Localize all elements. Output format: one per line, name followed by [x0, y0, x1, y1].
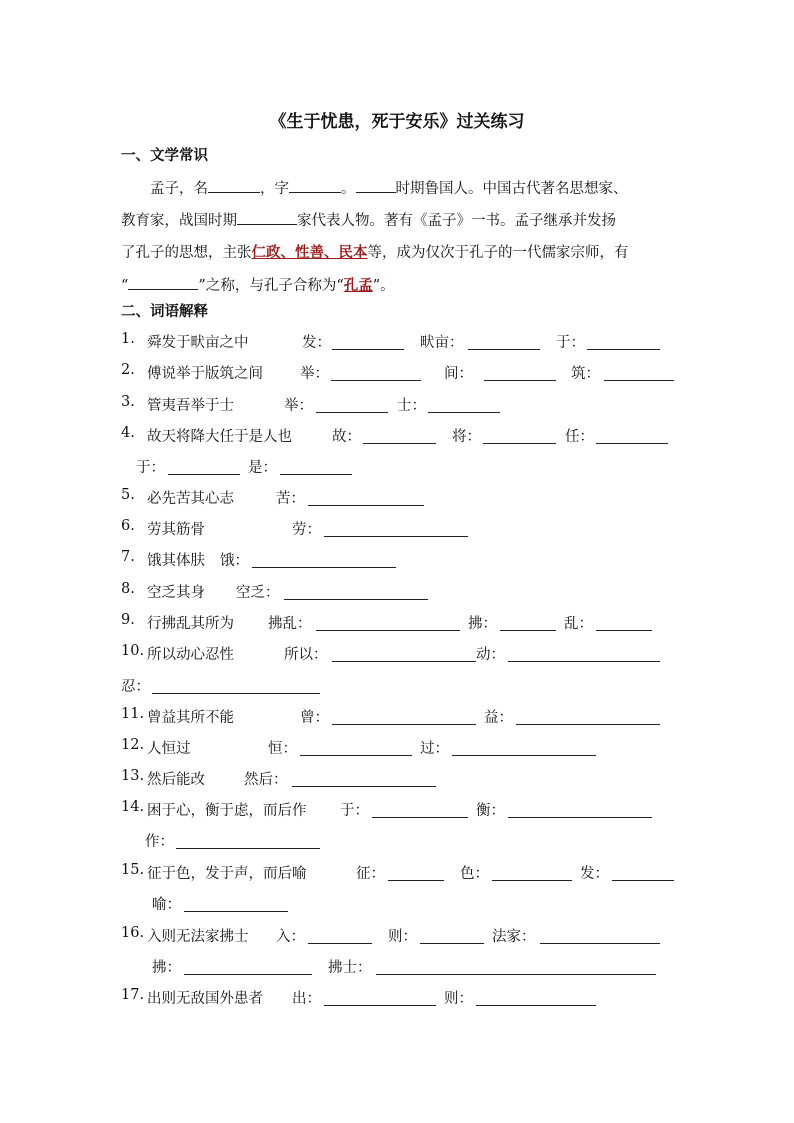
item-number: 11. — [121, 706, 145, 722]
item-number: 3. — [121, 394, 135, 410]
literature-paragraph — [121, 174, 681, 302]
item-term-label: 衡： — [476, 803, 505, 819]
answer-blank[interactable] — [372, 817, 468, 818]
answer-blank[interactable] — [388, 880, 444, 881]
answer-blank[interactable] — [452, 755, 596, 756]
item-phrase: 管夷吾举于士 — [147, 398, 234, 414]
answer-blank[interactable] — [316, 630, 460, 631]
answer-blank[interactable] — [324, 536, 468, 537]
item-term-label: 所以： — [284, 647, 328, 663]
answer-blank[interactable] — [324, 1005, 436, 1006]
item-term-label: 于： — [136, 460, 165, 476]
item-term-label: 举： — [300, 366, 329, 382]
item-term-label: 则： — [388, 929, 417, 945]
item-term-label: 任： — [565, 429, 594, 445]
item-term-label: 入： — [276, 929, 305, 945]
blank-name[interactable] — [208, 176, 260, 193]
item-number: 8. — [121, 581, 135, 597]
text: 孟子，名 — [150, 181, 208, 197]
item-phrase: 必先苦其心志 — [147, 491, 234, 507]
item-phrase: 人恒过 — [147, 741, 191, 757]
item-term-label: 益： — [484, 710, 513, 726]
item-number: 16. — [121, 925, 145, 941]
item-term-label: 间： — [444, 366, 473, 382]
text: “ — [121, 277, 129, 294]
answer-blank[interactable] — [476, 1005, 596, 1006]
answer-blank[interactable] — [508, 661, 660, 662]
item-number: 15. — [121, 862, 145, 878]
item-term-label: 过： — [420, 741, 449, 757]
item-term-label: 征： — [356, 866, 385, 882]
item-number: 13. — [121, 768, 145, 784]
answer-blank[interactable] — [596, 630, 652, 631]
item-term-label: 于： — [340, 803, 369, 819]
item-number: 9. — [121, 612, 135, 628]
item-term-label: 恒： — [268, 741, 297, 757]
answer-blank[interactable] — [540, 943, 660, 944]
item-phrase: 行拂乱其所为 — [147, 616, 234, 632]
item-phrase: 出则无敌国外患者 — [147, 991, 263, 1007]
answer-blank[interactable] — [316, 412, 388, 413]
item-term-label: 然后： — [244, 772, 288, 788]
item-phrase: 傅说举于版筑之间 — [147, 366, 263, 382]
item-phrase: 入则无法家拂士 — [147, 929, 249, 945]
answer-blank[interactable] — [280, 474, 352, 475]
answer-blank[interactable] — [332, 349, 404, 350]
item-number: 4. — [121, 425, 135, 441]
answer-blank[interactable] — [483, 443, 556, 444]
item-number: 14. — [121, 799, 145, 815]
item-number: 17. — [121, 987, 145, 1003]
item-phrase: 饿其体肤 — [147, 553, 205, 569]
answer-blank[interactable] — [516, 724, 660, 725]
answer-blank[interactable] — [428, 412, 500, 413]
text: ”之称，与孔子合称为“ — [198, 277, 344, 294]
item-term-label: 发： — [580, 866, 609, 882]
text: 。 — [341, 181, 356, 197]
item-number: 5. — [121, 487, 135, 503]
item-term-label: 拂： — [468, 616, 497, 632]
answer-blank[interactable] — [468, 349, 540, 350]
item-number: 7. — [121, 549, 135, 565]
item-term-label: 出： — [292, 991, 321, 1007]
blank-era[interactable] — [356, 176, 396, 193]
item-term-label: 色： — [460, 866, 489, 882]
item-number: 6. — [121, 518, 135, 534]
text: ”。 — [372, 277, 395, 294]
item-term-label: 畎亩： — [420, 335, 464, 351]
item-term-label: 拂： — [152, 960, 181, 976]
item-term-label: 将： — [452, 429, 481, 445]
answer-blank[interactable] — [596, 443, 668, 444]
item-term-label: 劳： — [292, 522, 321, 538]
item-term-label: 故： — [332, 429, 361, 445]
item-term-label: 举： — [284, 398, 313, 414]
item-term-label: 拂士： — [328, 960, 372, 976]
item-number: 2. — [121, 362, 135, 378]
answer-blank[interactable] — [300, 755, 412, 756]
text: 等，成为仅次于孔子的一代儒家宗师，有 — [367, 245, 629, 261]
answer-blank[interactable] — [363, 443, 436, 444]
text: 家代表人物。著有《孟子》一书。孟子继承并发扬 — [297, 212, 616, 229]
item-term-label: 士： — [397, 398, 426, 414]
answer-blank[interactable] — [492, 880, 572, 881]
answer-blank[interactable] — [176, 848, 320, 849]
item-term-label: 苦： — [276, 491, 305, 507]
answer-blank[interactable] — [308, 505, 424, 506]
answer-blank[interactable] — [292, 786, 436, 787]
item-term-label: 筑： — [571, 366, 600, 382]
item-term-label: 曾： — [300, 710, 329, 726]
item-term-label: 作： — [145, 834, 174, 850]
item-term-label: 拂乱： — [268, 616, 312, 632]
item-number: 1. — [121, 331, 135, 347]
answer-blank[interactable] — [308, 943, 372, 944]
answer-blank[interactable] — [376, 974, 656, 975]
item-phrase: 困于心，衡于虑，而后作 — [147, 803, 307, 819]
answer-blank[interactable] — [284, 599, 428, 600]
answer-blank[interactable] — [420, 943, 484, 944]
answer-blank[interactable] — [587, 349, 660, 350]
item-phrase: 舜发于畎亩之中 — [147, 335, 249, 351]
answer-blank[interactable] — [500, 630, 556, 631]
answer-blank[interactable] — [184, 974, 312, 975]
answer-highlight: 孔孟 — [343, 276, 373, 294]
item-term-label: 法家： — [492, 929, 536, 945]
answer-blank[interactable] — [484, 380, 556, 381]
item-term-label: 乱： — [564, 616, 593, 632]
answer-blank[interactable] — [332, 724, 476, 725]
answer-blank[interactable] — [168, 474, 240, 475]
answer-blank[interactable] — [508, 817, 652, 818]
item-term-label: 则： — [444, 991, 473, 1007]
item-term-label: 喻： — [152, 897, 181, 913]
blank-title[interactable] — [128, 273, 198, 290]
section-heading-literature: 一、文学常识 — [121, 148, 208, 164]
item-phrase: 所以动心忍性 — [147, 647, 234, 663]
text: ，字 — [260, 181, 289, 197]
text: 教育家，战国时期 — [121, 212, 237, 229]
page-title: 《生于忧患，死于安乐》过关练习 — [269, 112, 525, 132]
item-term-label: 于： — [556, 335, 585, 351]
item-term-label: 空乏： — [236, 585, 280, 601]
item-phrase: 故天将降大任于是人也 — [147, 429, 292, 445]
text: 了孔子的思想，主张 — [121, 245, 252, 261]
answer-blank[interactable] — [331, 380, 421, 381]
item-phrase: 空乏其身 — [147, 585, 205, 601]
answer-blank[interactable] — [604, 380, 674, 381]
answer-blank[interactable] — [612, 880, 674, 881]
blank-courtesy-name[interactable] — [289, 176, 341, 193]
blank-school[interactable] — [237, 208, 297, 225]
item-term-label: 是： — [248, 460, 277, 476]
item-number: 10. — [121, 643, 145, 659]
item-number: 12. — [121, 737, 145, 753]
item-phrase: 曾益其所不能 — [147, 710, 234, 726]
answer-blank[interactable] — [332, 661, 476, 662]
answer-blank[interactable] — [184, 911, 288, 912]
item-phrase: 然后能改 — [147, 772, 205, 788]
item-term-label: 发： — [302, 335, 331, 351]
answer-blank[interactable] — [152, 693, 320, 694]
item-term-label: 忍： — [121, 679, 150, 695]
item-phrase: 劳其筋骨 — [147, 522, 205, 538]
item-term-label: 动： — [476, 647, 505, 663]
item-term-label: 饿： — [220, 553, 249, 569]
section-heading-vocabulary: 二、词语解释 — [121, 304, 208, 320]
answer-blank[interactable] — [252, 567, 396, 568]
text: 时期鲁国人。中国古代著名思想家、 — [395, 181, 628, 197]
answer-highlight: 仁政、性善、民本 — [251, 244, 368, 261]
item-phrase: 征于色，发于声，而后喻 — [147, 866, 307, 882]
